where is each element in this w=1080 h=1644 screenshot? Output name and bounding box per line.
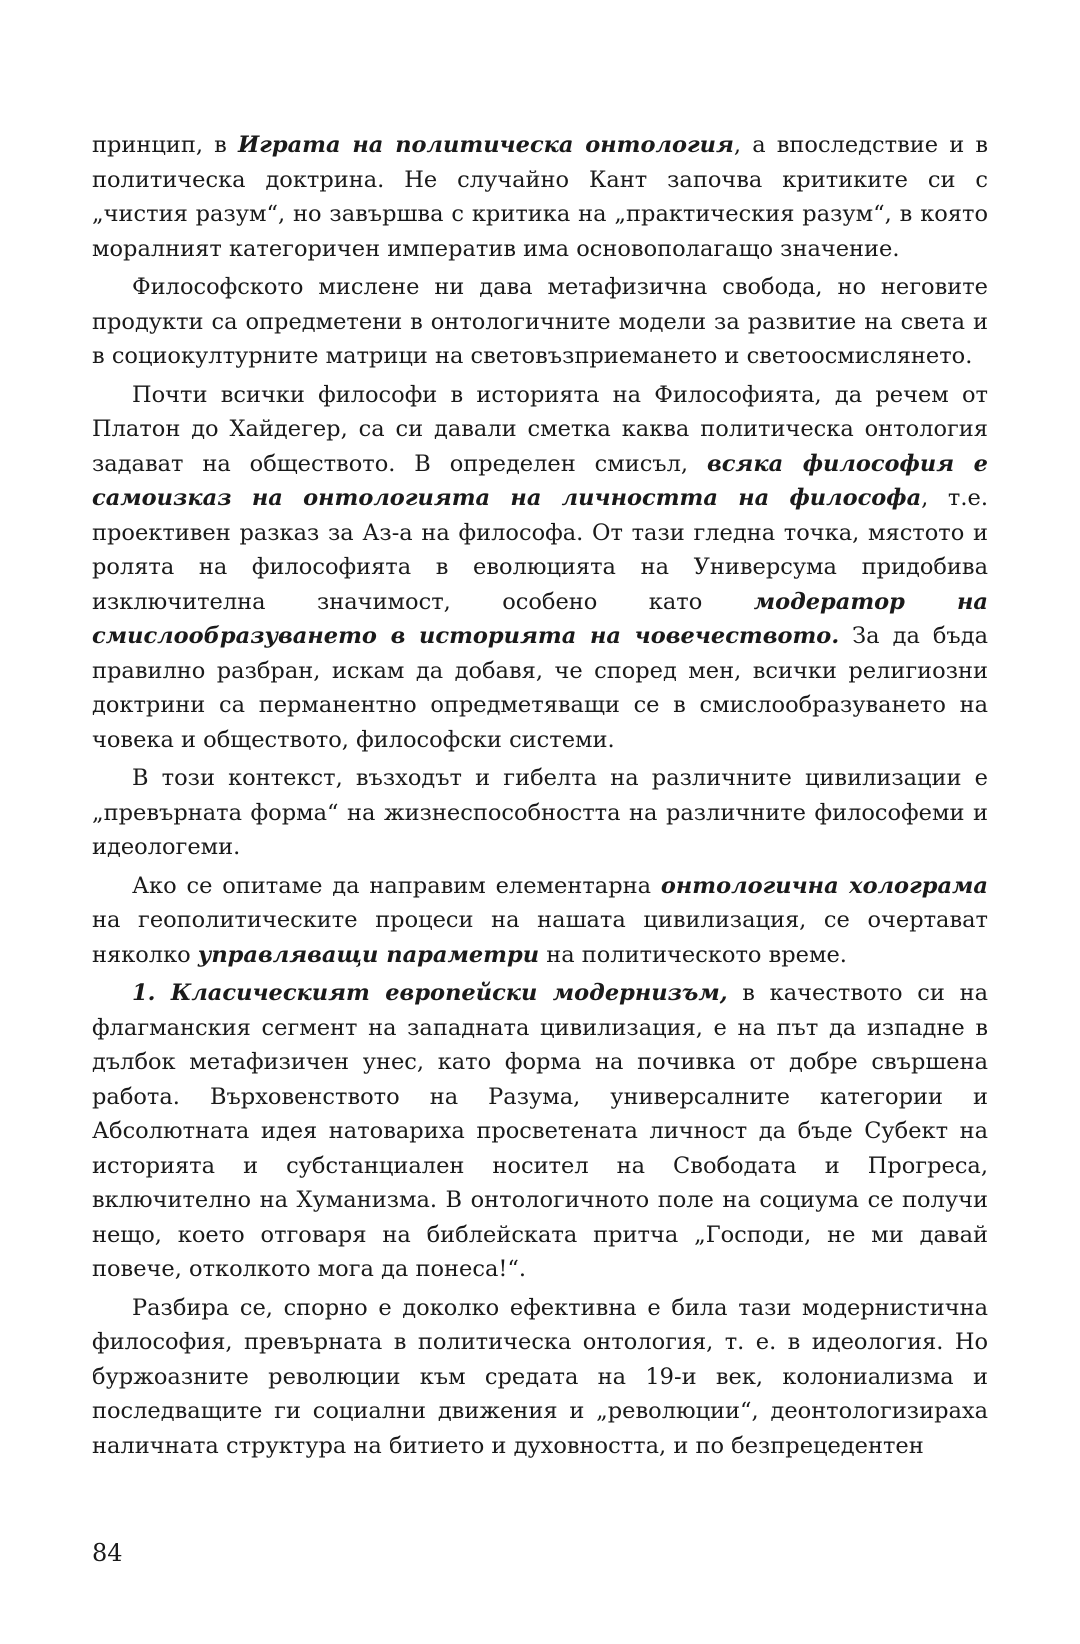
paragraph-2-text-1: Философското мислене ни дава метафизична свобода, но неговите продукти са опредметени в онтологичните модели за развитие на света и в социокултурните матрици на световъзприемането и светоосмислянето. (92, 274, 988, 369)
paragraph-1 (92, 128, 988, 266)
paragraph-1-emphasis-1: Играта на политическа онтология (237, 132, 734, 158)
page-body (92, 128, 988, 1463)
paragraph-3-text-2: , т.е. проективен разказ за Аз-а на философа. От тази гледна точка, мястото и ролята на философията в еволюцията на Универсума придобива изключителна значимост, особено като (92, 485, 988, 615)
paragraph-1-text-2: , а впоследствие и в политическа доктрина. Не случайно Кант започва критиките си с „чистия разум“, но завършва с критика на „практическия разум“, в която моралният категоричен императив има основополагащо значение. (92, 132, 988, 262)
paragraph-5-text-1: Ако се опитаме да направим елементарна (132, 872, 661, 899)
paragraph-3-emphasis-1: всяка философия е самоизказ на онтологията на личността на философа (92, 450, 988, 511)
paragraph-6-emphasis-1: 1. Класическият европейски модернизъм, (132, 980, 728, 1006)
paragraph-2 (92, 270, 988, 374)
paragraph-4-text-1: В този контекст, възходът и гибелта на различните цивилизации е „превърната форма“ на жизнеспособността на различните философеми и идеологеми. (92, 765, 988, 860)
paragraph-5 (92, 869, 988, 973)
paragraph-5-text-3: на политическото време. (539, 941, 847, 968)
paragraph-6-text-1: в качеството си на флагманския сегмент на западната цивилизация, е на път да изпадне в дълбок метафизичен унес, като форма на почивка от добре свършена работа. Върховенството на Разума, универсалните категории и Абсолютната идея натовариха просветената личност да бъде Субект на историята и субстанциален носител на Свободата и Прогреса, включително на Хуманизма. В онтологичното поле на социума се получи нещо, което отговаря на библейската притча „Господи, не ми давай повече, отколкото мога да понеса!“. (92, 980, 988, 1282)
paragraph-5-text-2: на геополитическите процеси на нашата цивилизация, се очертават няколко (92, 907, 988, 968)
paragraph-6 (92, 976, 988, 1287)
paragraph-3-emphasis-2: модератор на смислообразуването в историята на човечеството. (92, 588, 989, 649)
paragraph-5-emphasis-2: управляващи параметри (197, 941, 540, 968)
paragraph-7 (92, 1291, 988, 1464)
paragraph-3-text-1: Почти всички философи в историята на Философията, да речем от Платон до Хайдегер, са си давали сметка каква политическа онтология задават на обществото. В определен смисъл, (92, 381, 988, 477)
page-number: 84 (92, 1539, 123, 1567)
paragraph-3 (92, 378, 988, 758)
paragraph-4 (92, 761, 988, 865)
paragraph-5-emphasis-1: онтологична холограма (660, 872, 989, 899)
paragraph-1-text-1: принцип, в (92, 132, 238, 158)
paragraph-7-text-1: Разбира се, спорно е доколко ефективна е била тази модернистична философия, превърната в политическа онтология, т. е. в идеология. Но буржоазните революции към средата на 19-и век, колониализма и последващите ги социални движения и „революции“, деонтологизираха наличната структура на битието и духовността, и по безпрецедентен (92, 1294, 988, 1459)
paragraph-3-text-3: За да бъда правилно разбран, искам да добавя, че според мен, всички религиозни доктрини са перманентно опредметяващи се в смислообразуването на човека и обществото, философски системи. (92, 623, 988, 753)
